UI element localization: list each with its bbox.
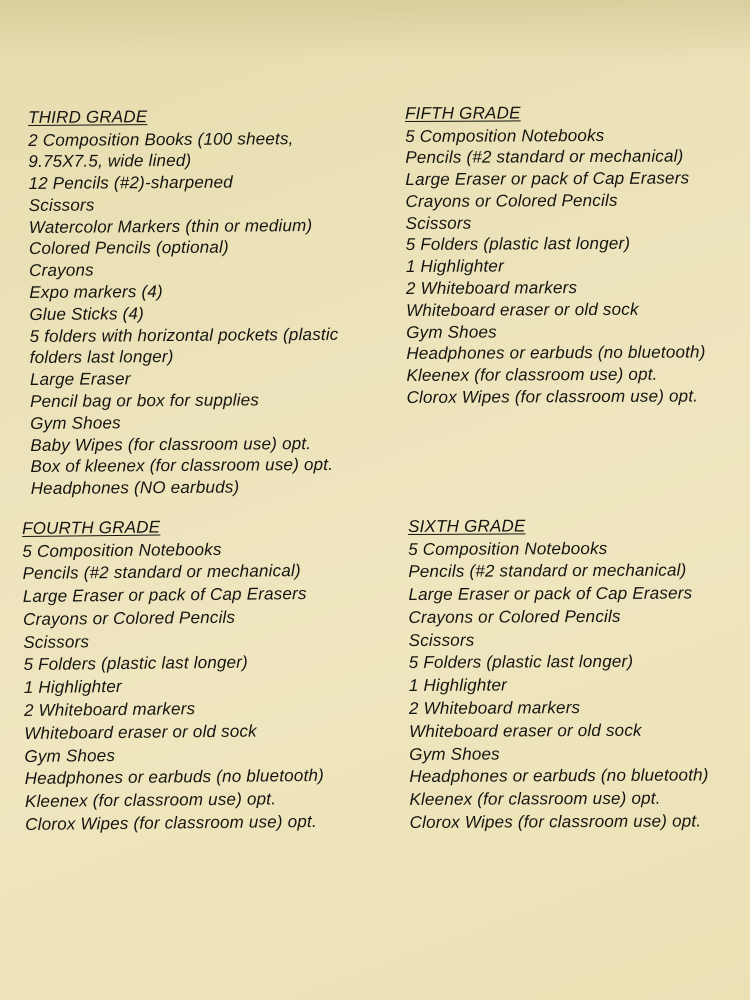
supply-item: Scissors [23,631,90,652]
supply-item: 2 Composition Books (100 sheets, [28,128,294,150]
supply-item: Scissors [408,630,475,650]
supply-item: Scissors [28,195,95,215]
supply-item: 1 Highlighter [23,677,122,698]
supply-item: Glue Sticks (4) [29,304,144,324]
supply-item: Pencils (#2 standard or mechanical) [408,560,687,582]
supply-item: Crayons [29,260,94,281]
supply-item: Baby Wipes (for classroom use) opt. [30,433,312,455]
supply-item: Crayons or Colored Pencils [405,190,618,211]
fourth-grade-section [22,514,375,837]
supply-item: Crayons or Colored Pencils [22,607,236,629]
supply-item: 5 Folders (plastic last longer) [408,652,634,673]
fourth-grade-heading: FOURTH GRADE [22,517,161,538]
supply-item: Gym Shoes [24,745,116,766]
supply-item: Watercolor Markers (thin or medium) [28,215,313,237]
supply-item: 2 Whiteboard markers [405,278,578,299]
supply-item: Expo markers (4) [29,282,163,303]
supply-item: 1 Highlighter [405,256,504,277]
third-grade-supply-list [28,127,381,500]
supply-item: 9.75X7.5, wide lined) [28,151,192,172]
supply-item: 5 Composition Notebooks [408,538,608,559]
supply-item: Whiteboard eraser or old sock [406,299,639,320]
paper-shadow [0,0,750,60]
supply-item: 5 Composition Notebooks [22,539,222,561]
supply-item: Gym Shoes [406,322,497,342]
fifth-grade-supply-list [405,124,750,409]
supply-item: Whiteboard eraser or old sock [409,720,642,741]
supply-item: Kleenex (for classroom use) opt. [24,789,277,812]
supply-item: Headphones or earbuds (no bluetooth) [406,342,706,364]
supply-item: Colored Pencils (optional) [28,238,229,259]
supply-item: Clorox Wipes (for classroom use) opt. [406,386,699,408]
supply-item: Headphones (NO earbuds) [30,477,240,499]
supply-item: Kleenex (for classroom use) opt. [406,364,658,386]
supply-item: Headphones or earbuds (no bluetooth) [24,766,325,789]
supply-item: folders last longer) [29,347,174,368]
fourth-grade-supply-list [22,537,375,837]
supply-item: Whiteboard eraser or old sock [24,721,257,743]
supply-item: 5 folders with horizontal pockets (plastic [29,324,339,346]
supply-item: 1 Highlighter [408,675,507,696]
supply-item: Large Eraser or pack of Cap Erasers [408,583,693,605]
supply-item: Large Eraser or pack of Cap Erasers [405,168,690,190]
supply-item: Clorox Wipes (for classroom use) opt. [409,811,702,833]
supply-item: 5 Composition Notebooks [405,125,605,146]
supply-item: Kleenex (for classroom use) opt. [409,788,661,810]
supply-item: Gym Shoes [409,744,500,764]
fifth-grade-heading: FIFTH GRADE [405,103,521,123]
supply-item: Headphones or earbuds (no bluetooth) [409,765,709,787]
supply-item: Gym Shoes [30,413,121,433]
supply-item: 12 Pencils (#2)-sharpened [28,172,234,194]
supply-item: 5 Folders (plastic last longer) [405,234,631,255]
supply-item: Pencil bag or box for supplies [29,390,260,412]
third-grade-heading: THIRD GRADE [28,107,148,127]
sixth-grade-heading: SIXTH GRADE [408,516,526,536]
supply-item: Crayons or Colored Pencils [408,606,621,627]
supply-item: 2 Whiteboard markers [23,699,196,721]
supply-item: Large Eraser or pack of Cap Erasers [22,584,307,607]
supply-item: Scissors [405,213,472,233]
supply-item: Box of kleenex (for classroom use) opt. [30,455,334,477]
supply-item: Pencils (#2 standard or mechanical) [405,146,684,168]
third-grade-section [28,105,381,500]
supply-item: 5 Folders (plastic last longer) [23,653,249,675]
supply-item: Large Eraser [29,369,131,390]
sixth-grade-section [408,514,750,835]
fifth-grade-section [405,101,750,409]
sixth-grade-supply-list [408,537,750,835]
supply-item: Pencils (#2 standard or mechanical) [22,561,301,584]
supply-item: Clorox Wipes (for classroom use) opt. [25,811,317,835]
supply-item: 2 Whiteboard markers [408,698,581,719]
